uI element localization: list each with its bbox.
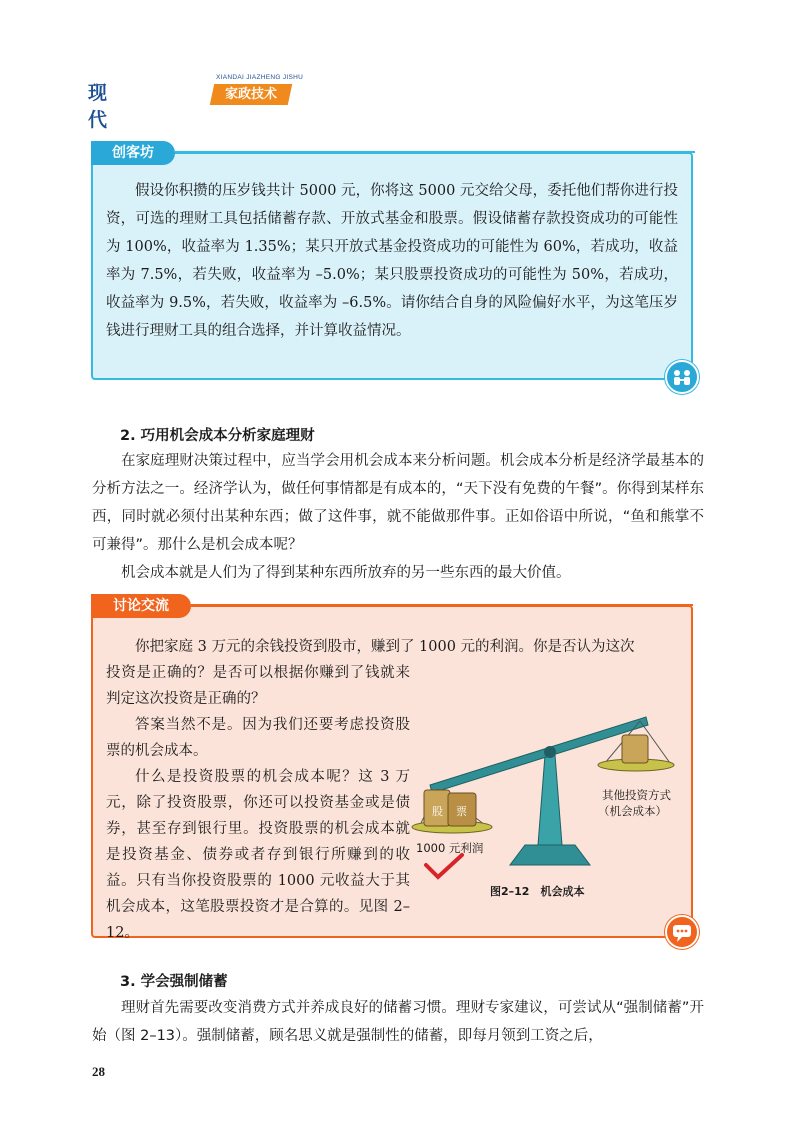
discussion-box-tag: 讨论交流: [91, 594, 191, 618]
section-body: [92, 447, 704, 587]
opportunity-cost-label: （机会成本）: [598, 804, 667, 818]
section-heading: 3. 学会强制储蓄: [120, 974, 228, 990]
bag-label-right: 票: [456, 805, 467, 818]
page-number: 28: [92, 1064, 105, 1079]
discussion-box-text: [106, 660, 410, 946]
section-body: [92, 994, 704, 1050]
maker-box-text: [106, 177, 678, 345]
paragraph: 投资是正确的？是否可以根据你赚到了钱就来判定这次投资是正确的？: [106, 665, 410, 707]
brand-tag: [210, 84, 292, 105]
maker-box-tag: 创客坊: [91, 141, 175, 165]
paragraph: 理财首先需要改变消费方式并养成良好的储蓄习惯。理财专家建议，可尝试从“强制储蓄”开始（图 2–13）。强制储蓄，顾名思义就是强制性的储蓄，即每月领到工资之后，: [92, 1000, 704, 1044]
discussion-first-line: 你把家庭 3 万元的余钱投资到股市，赚到了 1000 元的利润。你是否认为这次: [135, 639, 635, 655]
activity-icon: [665, 360, 699, 394]
brand-title: 现代: [88, 82, 109, 131]
maker-box-paragraph: 假设你积攒的压岁钱共计 5000 元，你将这 5000 元交给父母，委托他们帮你进行投资，可选的理财工具包括储蓄存款、开放式基金和股票。假设储蓄存款投资成功的可能性为 100%，收益率为 1.35%；某只开放式基金投资成功的可能性为 60%，若成功，收益率为 7.5%，若失败，收益率为 –5.0%；某只股票投资成功的可能性为 50%，若成功，收益率为 9.5%，若失败，收益率为 –6.5%。请你结合自身的风险偏好水平，为这笔压岁钱进行理财工具的组合选择，并计算收益情况。: [106, 183, 678, 339]
brand-pinyin: XIANDAI JIAZHENG JISHU: [216, 74, 304, 81]
other-investment-label: 其他投资方式: [602, 788, 671, 802]
bag-label-left: 股: [432, 805, 443, 818]
opportunity-cost-figure: [410, 695, 685, 900]
paragraph: 什么是投资股票的机会成本呢？这 3 万元，除了投资股票，你还可以投资基金或是债券，甚至存到银行里。投资股票的机会成本就是投资基金、债券或者存到银行所赚到的收益。只有当你投资股票的 1000 元收益大于其机会成本，这笔股票投资才是合算的。见图 2–12。: [106, 769, 410, 941]
paragraph: 答案当然不是。因为我们还要考虑投资股票的机会成本。: [106, 717, 410, 759]
paragraph: 在家庭理财决策过程中，应当学会用机会成本来分析问题。机会成本分析是经济学最基本的分析方法之一。经济学认为，做任何事情都是有成本的，“天下没有免费的午餐”。你得到某样东西，同时就必须付出某种东西；做了这件事，就不能做那件事。正如俗语中所说，“鱼和熊掌不可兼得”。那什么是机会成本呢？: [92, 453, 704, 553]
section-heading: 2. 巧用机会成本分析家庭理财: [120, 428, 315, 444]
figure-caption: 图2–12 机会成本: [490, 885, 585, 898]
discussion-icon: [665, 915, 699, 949]
profit-label: 1000 元利润: [416, 841, 484, 855]
brand-tag-label: 家政技术: [224, 87, 277, 102]
paragraph: 机会成本就是人们为了得到某种东西所放弃的另一些东西的最大价值。: [121, 565, 571, 581]
